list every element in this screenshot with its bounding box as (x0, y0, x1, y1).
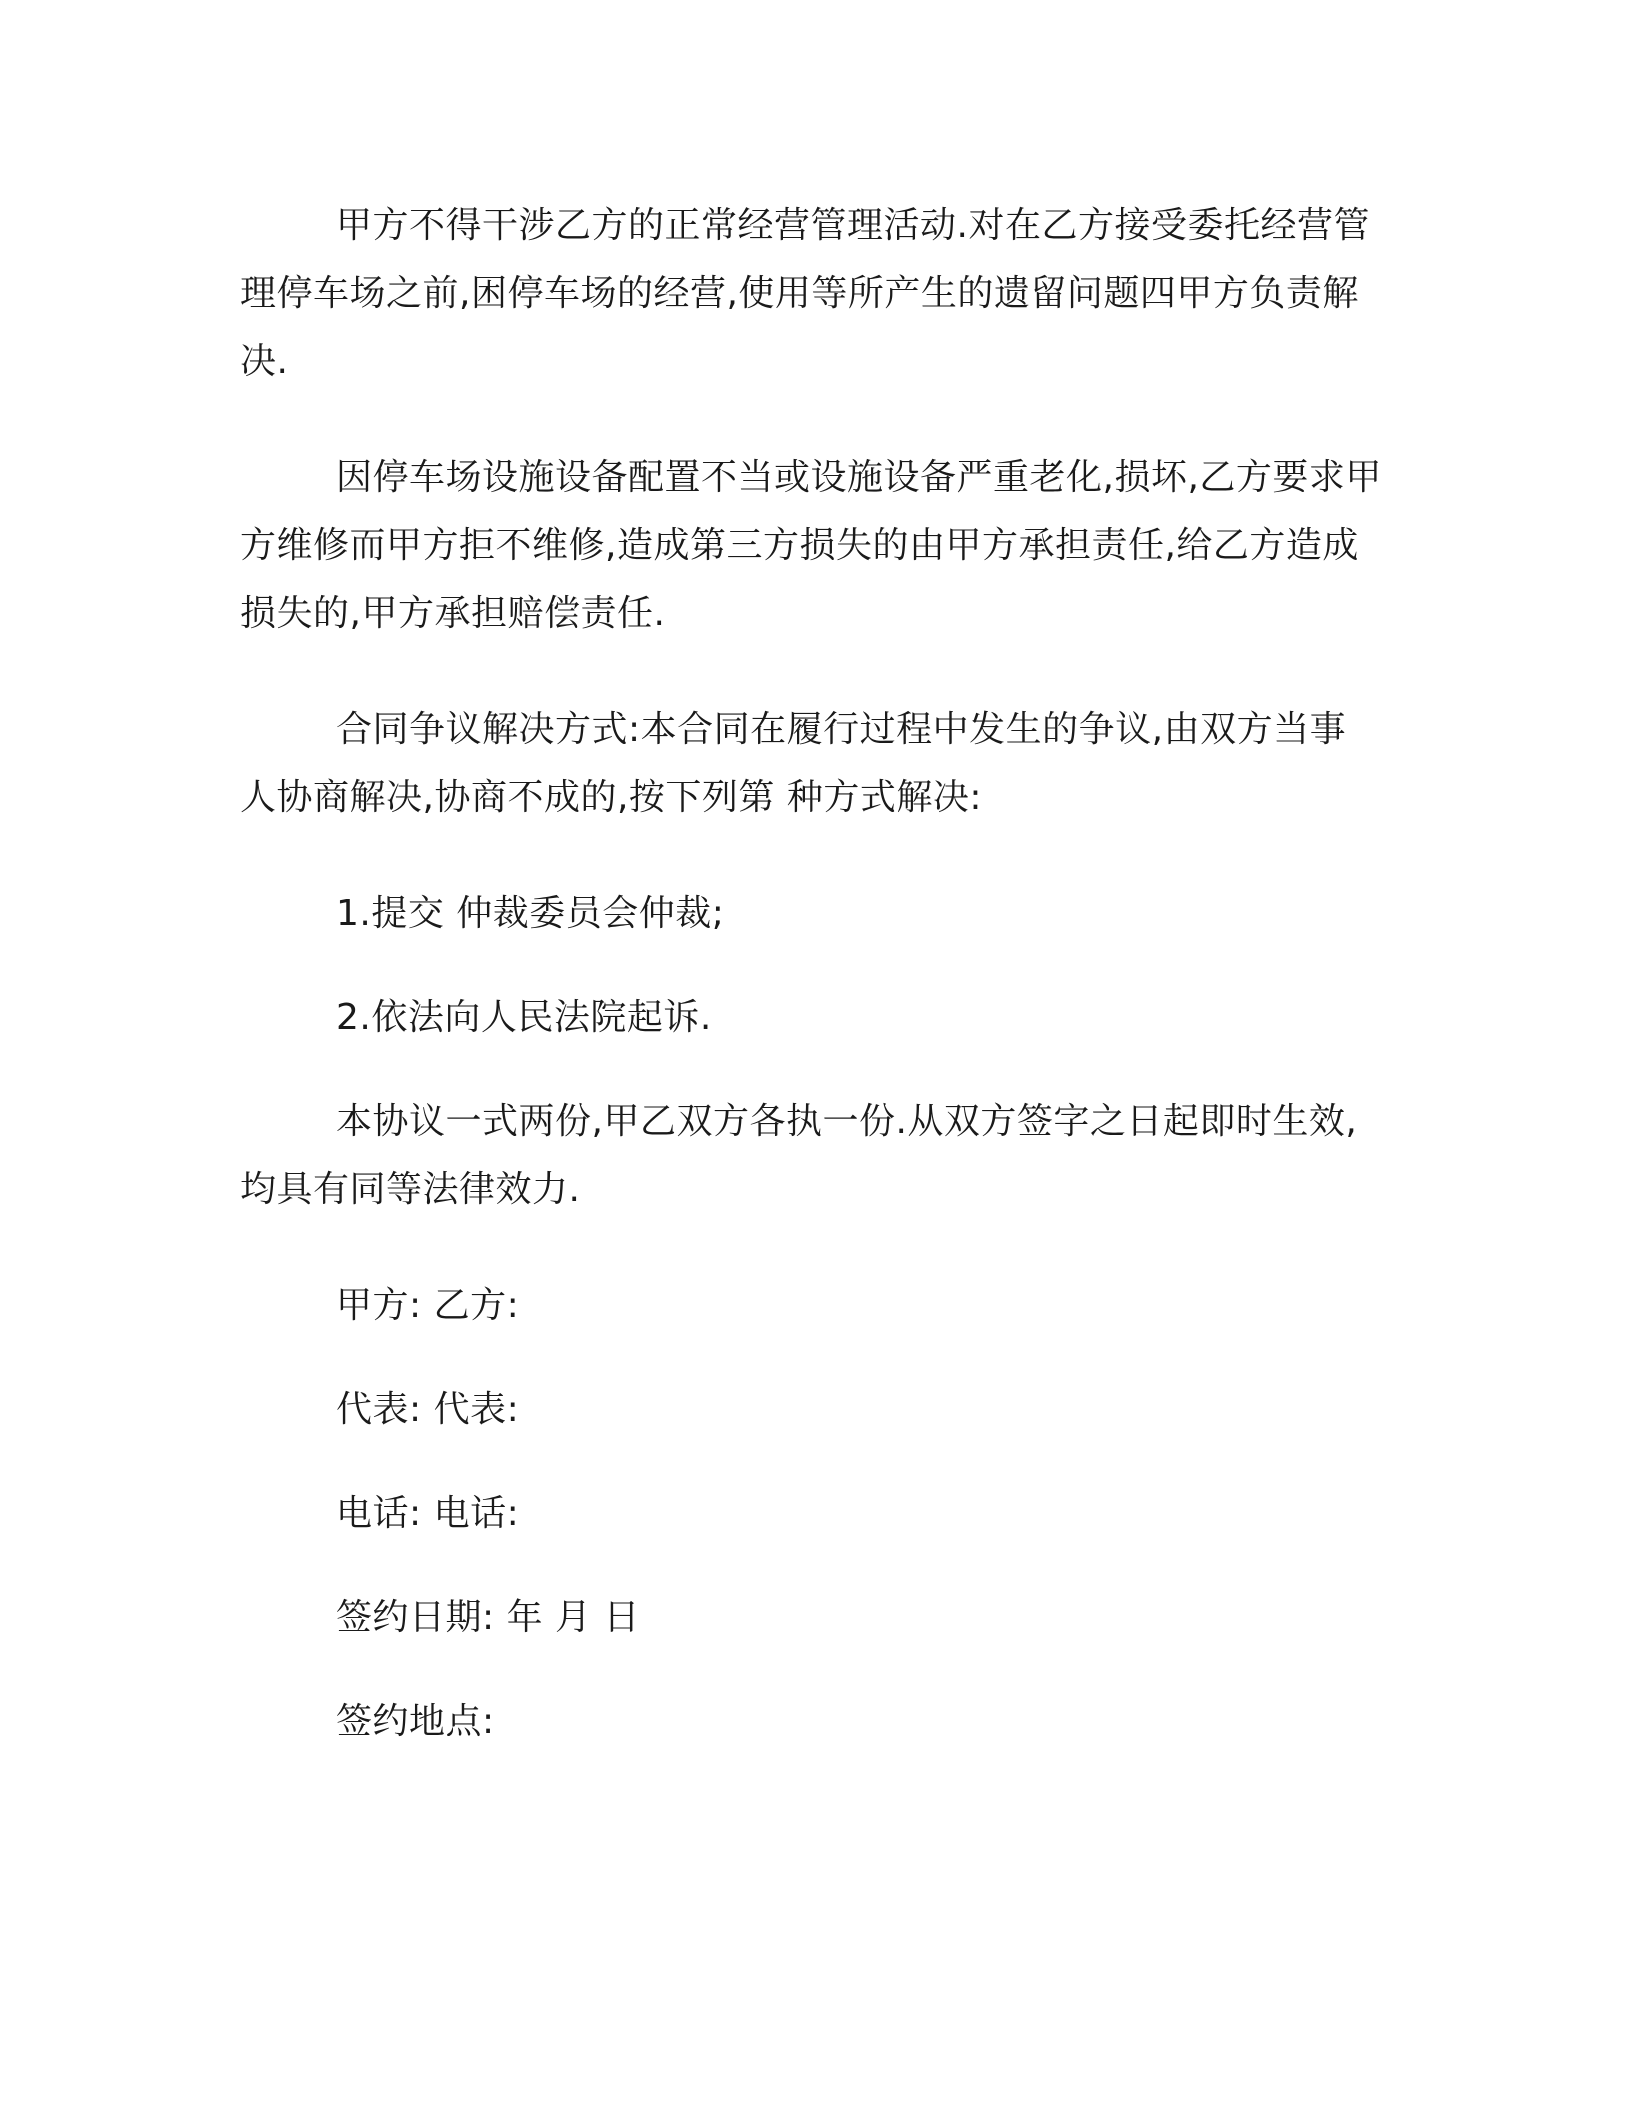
option-arbitration: 1.提交 仲裁委员会仲裁; (336, 893, 725, 934)
paragraph-responsibility: 甲方不得干涉乙方的正常经营管理活动.对在乙方接受委托经营管理停车场之前,困停车场的经营,使用等所产生的遗留问题四甲方负责解决. (240, 205, 1370, 382)
signature-parties: 甲方: 乙方: (336, 1285, 520, 1326)
paragraph-dispute-resolution: 合同争议解决方式:本合同在履行过程中发生的争议,由双方当事人协商解决,协商不成的,按下列第 种方式解决: (240, 709, 1347, 818)
option-lawsuit: 2.依法向人民法院起诉. (336, 997, 712, 1038)
signature-block (240, 1272, 1382, 1756)
signature-date: 签约日期: 年 月 日 (336, 1597, 640, 1638)
signature-representatives: 代表: 代表: (336, 1389, 520, 1430)
signature-location: 签约地点: (336, 1701, 495, 1742)
paragraph-equipment-liability: 因停车场设施设备配置不当或设施设备严重老化,损坏,乙方要求甲方维修而甲方拒不维修,造成第三方损失的由甲方承担责任,给乙方造成损失的,甲方承担赔偿责任. (240, 457, 1382, 634)
paragraph-effectiveness: 本协议一式两份,甲乙双方各执一份.从双方签字之日起即时生效,均具有同等法律效力. (240, 1101, 1358, 1210)
signature-phones: 电话: 电话: (336, 1493, 520, 1534)
